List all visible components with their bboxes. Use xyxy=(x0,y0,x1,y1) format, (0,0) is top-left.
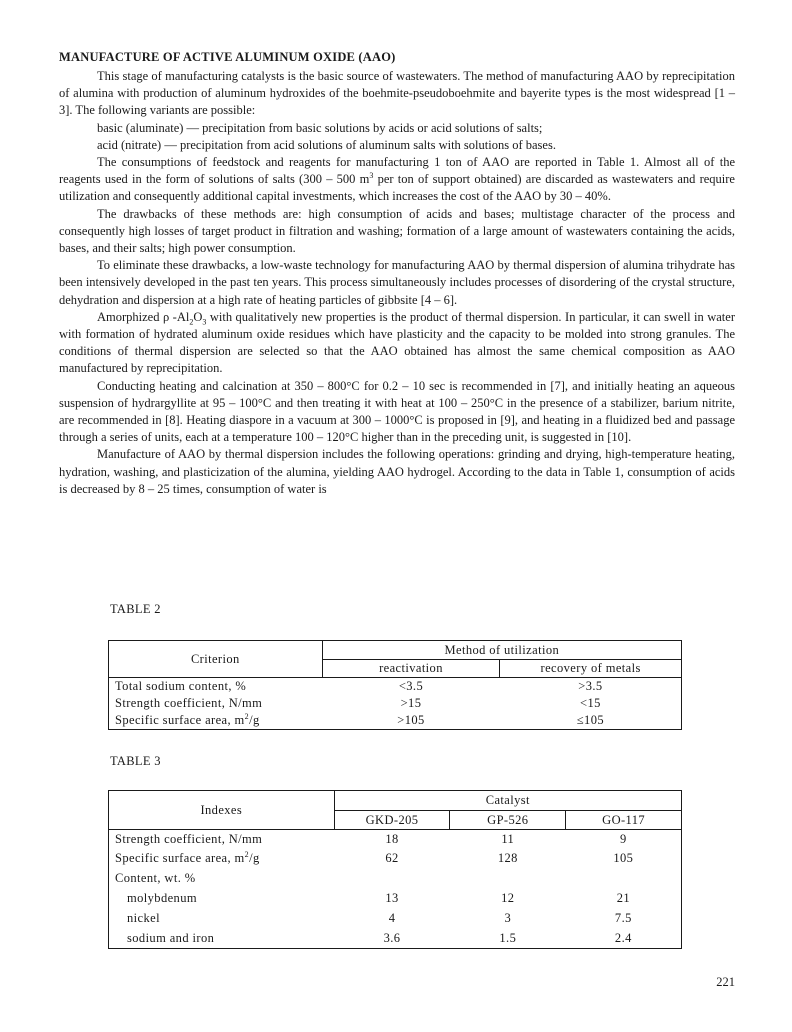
table2-criterion-header: Criterion xyxy=(109,641,323,678)
table2-cell: >15 xyxy=(400,695,422,710)
formula-subscript-2: 2 xyxy=(189,317,194,327)
table2-group-header: Method of utilization xyxy=(322,641,681,660)
table3-row-label: molybdenum xyxy=(109,889,335,909)
table2-row-label: Total sodium content, % xyxy=(109,678,323,695)
amorphized-text-b: with qualitatively new properties is the product of thermal dispersion. In particular, it can swell in water with formation of hydrated aluminum oxide residues which have plasticity and the capacity to be molded into strong granules. The conditions of thermal dispersion are selected so that the AAO obtained has almost the same chemical composition as AAO manufactured by reprecipitation. xyxy=(59,309,735,376)
table2-surface-label-a: Specific surface area, m xyxy=(115,712,245,727)
table3-cell: 9 xyxy=(566,830,682,849)
table2-cell: ≤105 xyxy=(500,712,682,730)
table2-col-recovery: recovery of metals xyxy=(500,660,682,678)
table3-col-header: GO-117 xyxy=(566,811,682,830)
table2-row-label xyxy=(109,712,323,730)
table2 xyxy=(108,640,682,730)
section-heading: MANUFACTURE OF ACTIVE ALUMINUM OXIDE (AAO) xyxy=(59,50,396,64)
table3-cell: 128 xyxy=(497,851,518,865)
table3-cell: 4 xyxy=(388,911,396,925)
table2-caption: TABLE 2 xyxy=(110,602,161,616)
table3-cell: 1.5 xyxy=(450,929,566,949)
table3-cell: 13 xyxy=(385,891,399,905)
table2-cell: >105 xyxy=(322,712,500,730)
table3 xyxy=(108,790,682,949)
formula-subscript-3: 3 xyxy=(202,317,207,327)
table3-cell: 21 xyxy=(566,889,682,909)
formula-oxygen: O xyxy=(193,309,203,324)
article-body xyxy=(59,50,735,498)
table3-row-label xyxy=(109,849,335,869)
table2-col-reactivation: reactivation xyxy=(322,660,500,678)
page-number: 221 xyxy=(716,975,735,989)
table3-row-label: Content, wt. % xyxy=(109,869,335,889)
paragraph-consumption-text-b: per ton of support obtained) are discarded as wastewaters and require utilization and consequently additional capital investments, which increases the cost of the AAO by 30 – 40%. xyxy=(59,172,735,204)
table3-surface-label-a: Specific surface area, m xyxy=(115,851,245,865)
variant-basic: basic (aluminate) — precipitation from basic solutions by acids or acid solutions of salts; xyxy=(97,120,543,135)
table2-cell: <3.5 xyxy=(398,678,424,693)
cubic-superscript: 3 xyxy=(369,171,374,181)
table3-row-label: sodium and iron xyxy=(109,929,335,949)
table2-cell: <15 xyxy=(500,695,682,712)
table3-col-header: GKD-205 xyxy=(334,811,450,830)
amorphized-text-a: Amorphized ρ -Al xyxy=(97,309,190,324)
variant-acid: acid (nitrate) — precipitation from acid solutions of aluminum salts with solutions of bases. xyxy=(97,137,556,152)
paragraph-consumption-text-a: The consumptions of feedstock and reagents for manufacturing 1 ton of AAO are reported in Table 1. Almost all of the reagents used in the form of solutions of salts (300 – 500 m xyxy=(59,155,735,187)
table3-surface-label-b: /g xyxy=(249,851,260,865)
table3-col-header: GP-526 xyxy=(450,811,566,830)
table3-cell: 2.4 xyxy=(566,929,682,949)
paragraph-heating: Conducting heating and calcination at 350 – 800°C for 0.2 – 10 sec is recommended in [7], and initially heating an aqueous suspension of hydrargyllite at 95 – 100°C and then treating it with heat at 100 – 250°C in the presence of a stabilizer, barium nitrite, are recommended in [8]. Heating diaspore in a vacuum at 300 – 1000°C is proposed in [9], and heating in a fluidized bed and passage through a series of units, each at a temperature 100 – 120°C higher than in the preceding unit, is suggested in [10]. xyxy=(59,378,735,445)
table3-caption: TABLE 3 xyxy=(110,754,161,768)
table3-row-label: Strength coefficient, N/mm xyxy=(109,830,335,849)
table3-cell: 12 xyxy=(501,891,515,905)
paragraph-intro: This stage of manufacturing catalysts is the basic source of wastewaters. The method of manufacturing AAO by reprecipitation of alumina with production of aluminum hydroxides of the boehmite-pseudoboehmite and bayerite types is the most widespread [1 – 3]. The following variants are possible: xyxy=(59,69,735,118)
paragraph-low-waste: To eliminate these drawbacks, a low-waste technology for manufacturing AAO by thermal dispersion of alumina trihydrate has been intensively developed in the past ten years. This process simultaneously includes processes of disordering of the crystal structure, dehydration and dispersion at a high rate of heating particles of gibbsite [4 – 6]. xyxy=(59,258,735,307)
table3-surface-sup: 2 xyxy=(244,849,250,859)
table2-surface-label-b: /g xyxy=(249,712,260,727)
table3-cell: 18 xyxy=(385,831,399,846)
table2-row-label: Strength coefficient, N/mm xyxy=(109,695,323,712)
table3-group-header: Catalyst xyxy=(334,791,681,811)
paragraph-amorphized xyxy=(59,309,735,378)
table3-indexes-header: Indexes xyxy=(109,791,335,830)
paragraph-operations: Manufacture of AAO by thermal dispersion includes the following operations: grinding and drying, high-temperature heating, hydration, washing, and plasticization of the alumina, yielding AAO hydrogel. According to the data in Table 1, consumption of acids is decreased by 8 – 25 times, consumption of water is xyxy=(59,447,735,496)
table3-cell: 3.6 xyxy=(334,929,450,949)
table3-cell: 62 xyxy=(385,851,399,865)
table3-cell: 3 xyxy=(504,911,512,925)
table3-row-label: nickel xyxy=(109,909,335,929)
table3-cell: 11 xyxy=(501,831,515,846)
paragraph-drawbacks: The drawbacks of these methods are: high consumption of acids and bases; multistage character of the process and consequently high losses of target product in filtration and washing; formation of a large amount of wastewaters containing the acids, bases, and their salts; high power consumption. xyxy=(59,206,735,256)
table3-cell: 7.5 xyxy=(566,909,682,929)
table2-cell: >3.5 xyxy=(500,678,682,695)
table3-cell: 105 xyxy=(566,849,682,869)
table2-surface-sup: 2 xyxy=(244,711,250,721)
paragraph-consumption xyxy=(59,154,735,206)
